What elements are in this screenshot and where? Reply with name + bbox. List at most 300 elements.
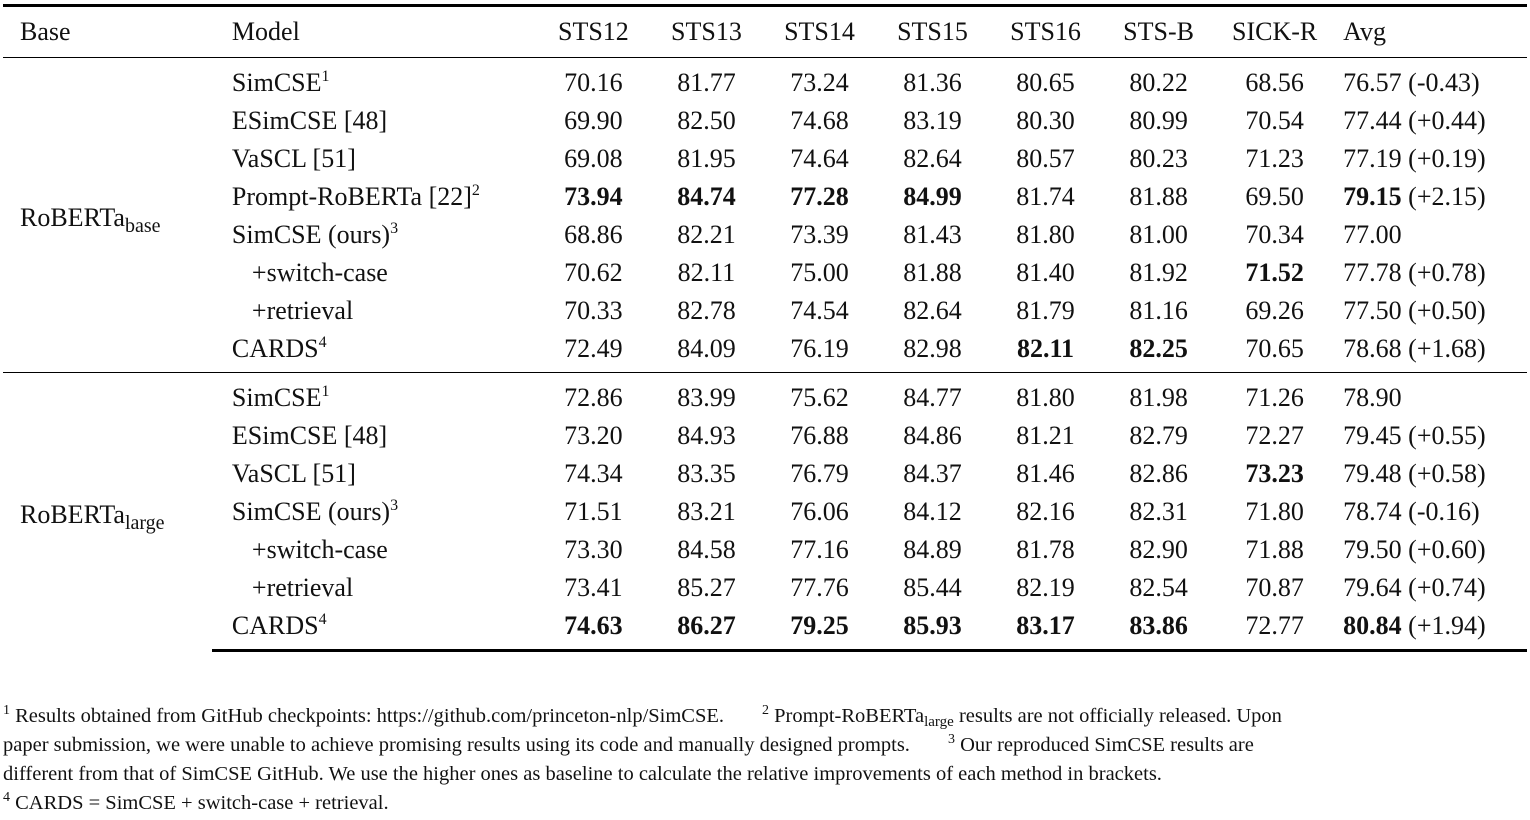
score-sts-b	[1102, 373, 1215, 418]
score-sts14	[763, 373, 876, 418]
score-sts13	[650, 455, 763, 493]
score-sick-r	[1215, 102, 1334, 140]
base-model-size: base	[124, 215, 161, 237]
score-value: 80.22	[1129, 68, 1188, 97]
model-name-cell	[212, 140, 537, 178]
model-name-cell	[212, 254, 537, 292]
avg-value: 78.74	[1343, 497, 1402, 526]
score-sts13	[650, 58, 763, 103]
score-sts12	[537, 292, 650, 330]
score-value: 85.44	[903, 573, 962, 602]
score-avg	[1334, 493, 1527, 531]
score-sts15	[876, 417, 989, 455]
avg-value: 79.64	[1343, 573, 1402, 602]
footnote-4-text: CARDS = SimCSE + switch-case + retrieval.	[10, 792, 389, 814]
score-sts12	[537, 531, 650, 569]
score-sts-b	[1102, 455, 1215, 493]
score-sts13	[650, 292, 763, 330]
header-base: Base	[20, 17, 71, 46]
score-value: 71.26	[1245, 383, 1304, 412]
score-sts-b	[1102, 216, 1215, 254]
score-value: 82.11	[1016, 334, 1075, 363]
avg-delta: (-0.43)	[1401, 68, 1480, 97]
footnote-ref: 3	[390, 497, 399, 514]
score-value: 73.39	[790, 220, 849, 249]
score-value: 82.54	[1129, 573, 1188, 602]
score-value: 76.06	[790, 497, 849, 526]
header-sts15: STS15	[897, 17, 968, 46]
score-sts14	[763, 140, 876, 178]
score-value: 75.62	[790, 383, 849, 412]
score-sts13	[650, 330, 763, 373]
score-avg	[1334, 531, 1527, 569]
avg-delta: (+0.44)	[1401, 106, 1486, 135]
header-model: Model	[231, 17, 300, 46]
score-value: 71.23	[1245, 144, 1304, 173]
score-value: 82.11	[677, 258, 736, 287]
score-value: 72.86	[564, 383, 623, 412]
score-value: 84.09	[677, 334, 736, 363]
score-sts14	[763, 531, 876, 569]
score-value: 81.98	[1129, 383, 1188, 412]
score-value: 82.19	[1016, 573, 1075, 602]
avg-delta: (+0.50)	[1401, 296, 1486, 325]
score-sick-r	[1215, 216, 1334, 254]
score-sts-b	[1102, 292, 1215, 330]
score-value: 68.86	[564, 220, 623, 249]
score-sts14	[763, 58, 876, 103]
footnote-ref: 1	[321, 383, 330, 400]
score-sts16	[989, 330, 1102, 373]
score-value: 73.24	[790, 68, 849, 97]
score-sts15	[876, 373, 989, 418]
score-value: 82.86	[1129, 459, 1188, 488]
footnote-2-subscript: large	[924, 714, 954, 730]
score-value: 83.99	[677, 383, 736, 412]
score-value: 82.25	[1129, 334, 1188, 363]
footnote-ref: 2	[471, 182, 480, 199]
score-value: 81.88	[1129, 182, 1188, 211]
score-sick-r	[1215, 531, 1334, 569]
footnote-1-text: Results obtained from GitHub checkpoints: https://github.com/princeton-nlp/SimCSE.	[10, 705, 725, 727]
score-value: 81.36	[903, 68, 962, 97]
header-sts16: STS16	[1010, 17, 1081, 46]
score-sts14	[763, 455, 876, 493]
score-value: 75.00	[790, 258, 849, 287]
score-value: 81.43	[903, 220, 962, 249]
avg-value: 77.50	[1343, 296, 1402, 325]
score-sts14	[763, 178, 876, 216]
score-avg	[1334, 254, 1527, 292]
score-sts-b	[1102, 178, 1215, 216]
score-value: 84.86	[903, 421, 962, 450]
header-sick-r: SICK-R	[1232, 17, 1318, 46]
model-name-cell	[212, 569, 537, 607]
score-value: 82.79	[1129, 421, 1188, 450]
score-value: 81.88	[903, 258, 962, 287]
score-sts14	[763, 254, 876, 292]
model-name-cell	[212, 373, 537, 418]
model-name: SimCSE	[231, 383, 322, 412]
score-value: 84.89	[903, 535, 962, 564]
score-avg	[1334, 140, 1527, 178]
score-sts-b	[1102, 607, 1215, 651]
score-value: 79.25	[790, 611, 849, 640]
score-value: 84.93	[677, 421, 736, 450]
score-value: 71.80	[1245, 497, 1304, 526]
score-value: 69.50	[1245, 182, 1304, 211]
avg-value: 77.19	[1343, 144, 1402, 173]
avg-delta: (+1.68)	[1401, 334, 1486, 363]
footnote-mark-3: 3	[947, 732, 955, 747]
model-name: CARDS	[231, 334, 319, 363]
score-value: 76.19	[790, 334, 849, 363]
model-name-cell	[212, 292, 537, 330]
score-sick-r	[1215, 254, 1334, 292]
score-sick-r	[1215, 569, 1334, 607]
score-sts13	[650, 417, 763, 455]
score-value: 68.56	[1245, 68, 1304, 97]
score-value: 81.16	[1129, 296, 1188, 325]
score-sts16	[989, 373, 1102, 418]
avg-value: 77.44	[1343, 106, 1402, 135]
header-sts-b: STS-B	[1123, 17, 1194, 46]
model-name: +retrieval	[251, 573, 354, 602]
score-sts16	[989, 531, 1102, 569]
score-sts13	[650, 569, 763, 607]
group-large	[3, 373, 1527, 651]
avg-delta: (+0.74)	[1401, 573, 1486, 602]
score-sick-r	[1215, 330, 1334, 373]
score-value: 74.68	[790, 106, 849, 135]
score-sts15	[876, 58, 989, 103]
score-value: 69.08	[564, 144, 623, 173]
score-value: 82.78	[677, 296, 736, 325]
table-row	[3, 102, 1527, 140]
score-sts15	[876, 254, 989, 292]
score-sts12	[537, 373, 650, 418]
score-sts-b	[1102, 140, 1215, 178]
score-value: 81.40	[1016, 258, 1075, 287]
score-sts13	[650, 531, 763, 569]
avg-delta: (+0.19)	[1401, 144, 1486, 173]
score-value: 70.62	[564, 258, 623, 287]
score-value: 81.92	[1129, 258, 1188, 287]
model-name: SimCSE (ours)	[231, 220, 391, 249]
score-sick-r	[1215, 455, 1334, 493]
table-row	[3, 373, 1527, 418]
score-sick-r	[1215, 292, 1334, 330]
score-sts-b	[1102, 569, 1215, 607]
score-sick-r	[1215, 140, 1334, 178]
score-value: 84.99	[903, 182, 962, 211]
avg-delta: (+0.60)	[1401, 535, 1486, 564]
score-value: 80.23	[1129, 144, 1188, 173]
score-avg	[1334, 373, 1527, 418]
table-row	[3, 216, 1527, 254]
score-value: 86.27	[677, 611, 736, 640]
footnote-3-text: Our reproduced SimCSE results are	[954, 734, 1254, 756]
table-row	[3, 292, 1527, 330]
score-avg	[1334, 607, 1527, 651]
score-value: 83.86	[1129, 611, 1188, 640]
avg-delta: (+2.15)	[1401, 182, 1486, 211]
table-row	[3, 254, 1527, 292]
score-value: 72.27	[1245, 421, 1304, 450]
score-sts16	[989, 178, 1102, 216]
table-row	[3, 607, 1527, 651]
score-value: 82.64	[903, 144, 962, 173]
avg-value: 79.15	[1343, 182, 1402, 211]
score-sts16	[989, 254, 1102, 292]
table-row	[3, 140, 1527, 178]
model-name-cell	[212, 330, 537, 373]
footnote-ref: 3	[390, 220, 399, 237]
score-value: 71.52	[1245, 258, 1304, 287]
header-sts12: STS12	[558, 17, 629, 46]
model-name: +retrieval	[251, 296, 354, 325]
table-row	[3, 417, 1527, 455]
score-sts16	[989, 292, 1102, 330]
score-sts15	[876, 178, 989, 216]
base-model-cell	[3, 373, 212, 651]
table-row	[3, 531, 1527, 569]
score-sts16	[989, 58, 1102, 103]
footnote-3-continuation: different from that of SimCSE GitHub. We use the higher ones as baseline to calculate the relative improvements of each method in brackets.	[3, 763, 1162, 785]
model-name: VaSCL [51]	[231, 459, 356, 488]
score-sick-r	[1215, 373, 1334, 418]
score-value: 73.94	[564, 182, 623, 211]
score-value: 80.65	[1016, 68, 1075, 97]
score-value: 74.34	[564, 459, 623, 488]
score-value: 70.33	[564, 296, 623, 325]
score-sick-r	[1215, 607, 1334, 651]
table-row	[3, 178, 1527, 216]
score-sts-b	[1102, 254, 1215, 292]
score-value: 73.20	[564, 421, 623, 450]
score-value: 81.00	[1129, 220, 1188, 249]
score-sts15	[876, 140, 989, 178]
score-avg	[1334, 330, 1527, 373]
table-row	[3, 58, 1527, 103]
score-sts15	[876, 455, 989, 493]
avg-value: 78.68	[1343, 334, 1402, 363]
score-sts12	[537, 417, 650, 455]
score-value: 74.54	[790, 296, 849, 325]
avg-value: 77.78	[1343, 258, 1402, 287]
model-name-cell	[212, 417, 537, 455]
score-value: 72.77	[1245, 611, 1304, 640]
score-value: 73.30	[564, 535, 623, 564]
score-value: 81.80	[1016, 383, 1075, 412]
model-name: +switch-case	[251, 258, 388, 287]
score-sts12	[537, 569, 650, 607]
footnote-mark-2: 2	[762, 703, 770, 718]
score-sts14	[763, 569, 876, 607]
score-value: 81.80	[1016, 220, 1075, 249]
score-sts14	[763, 102, 876, 140]
score-value: 84.58	[677, 535, 736, 564]
score-sts16	[989, 417, 1102, 455]
footnote-line-2	[3, 731, 1527, 760]
score-sts-b	[1102, 58, 1215, 103]
footnote-line-3	[3, 760, 1527, 789]
score-value: 81.79	[1016, 296, 1075, 325]
avg-value: 79.48	[1343, 459, 1402, 488]
model-name-cell	[212, 455, 537, 493]
score-sts-b	[1102, 330, 1215, 373]
avg-value: 79.45	[1343, 421, 1402, 450]
model-name: ESimCSE [48]	[231, 106, 388, 135]
footnote-ref: 4	[318, 611, 327, 628]
score-value: 74.64	[790, 144, 849, 173]
model-name-cell	[212, 178, 537, 216]
score-avg	[1334, 417, 1527, 455]
score-sts15	[876, 330, 989, 373]
table-row	[3, 493, 1527, 531]
base-model-cell	[3, 58, 212, 373]
score-value: 71.88	[1245, 535, 1304, 564]
score-value: 81.95	[677, 144, 736, 173]
score-avg	[1334, 102, 1527, 140]
score-value: 81.74	[1016, 182, 1075, 211]
score-value: 83.19	[903, 106, 962, 135]
score-avg	[1334, 216, 1527, 254]
score-sts13	[650, 493, 763, 531]
score-sts13	[650, 216, 763, 254]
score-sts13	[650, 607, 763, 651]
model-name-cell	[212, 493, 537, 531]
score-sts13	[650, 140, 763, 178]
score-value: 76.88	[790, 421, 849, 450]
score-sts12	[537, 330, 650, 373]
model-name-cell	[212, 216, 537, 254]
score-value: 70.16	[564, 68, 623, 97]
score-sts12	[537, 493, 650, 531]
avg-delta: (+0.55)	[1401, 421, 1486, 450]
header-sts13: STS13	[671, 17, 742, 46]
model-name: +switch-case	[251, 535, 388, 564]
score-avg	[1334, 292, 1527, 330]
base-model-name: RoBERTa	[20, 203, 125, 232]
base-model-name: RoBERTa	[20, 499, 125, 529]
score-value: 80.30	[1016, 106, 1075, 135]
score-value: 70.87	[1245, 573, 1304, 602]
score-value: 84.37	[903, 459, 962, 488]
score-sts15	[876, 102, 989, 140]
score-value: 84.74	[677, 182, 736, 211]
header-avg: Avg	[1343, 17, 1387, 46]
score-value: 81.77	[677, 68, 736, 97]
model-name: CARDS	[231, 611, 319, 640]
avg-delta: (+0.78)	[1401, 258, 1486, 287]
score-sts13	[650, 373, 763, 418]
results-table-container	[3, 4, 1527, 652]
avg-value: 78.90	[1343, 383, 1402, 412]
score-sts-b	[1102, 531, 1215, 569]
score-value: 74.63	[564, 611, 623, 640]
score-avg	[1334, 569, 1527, 607]
score-value: 69.26	[1245, 296, 1304, 325]
avg-value: 80.84	[1343, 611, 1402, 640]
table-row	[3, 330, 1527, 373]
score-value: 81.21	[1016, 421, 1075, 450]
score-sts15	[876, 531, 989, 569]
score-value: 82.98	[903, 334, 962, 363]
score-value: 81.78	[1016, 535, 1075, 564]
model-name-cell	[212, 58, 537, 103]
score-value: 82.64	[903, 296, 962, 325]
score-avg	[1334, 58, 1527, 103]
score-value: 77.76	[790, 573, 849, 602]
score-value: 83.21	[677, 497, 736, 526]
footnote-mark-4: 4	[3, 790, 10, 805]
table-row	[3, 455, 1527, 493]
score-value: 69.90	[564, 106, 623, 135]
avg-delta: (-0.16)	[1401, 497, 1480, 526]
score-sts14	[763, 292, 876, 330]
score-value: 71.51	[564, 497, 623, 526]
score-sts13	[650, 254, 763, 292]
score-value: 73.23	[1245, 459, 1304, 488]
score-sts14	[763, 417, 876, 455]
score-sts16	[989, 569, 1102, 607]
group-base	[3, 58, 1527, 373]
score-value: 80.99	[1129, 106, 1188, 135]
score-sts15	[876, 292, 989, 330]
footnote-2-text-a: Prompt-RoBERTa	[769, 705, 925, 727]
footnote-2-continuation: paper submission, we were unable to achieve promising results using its code and manually designed prompts.	[3, 734, 910, 756]
score-sts14	[763, 330, 876, 373]
model-name: Prompt-RoBERTa [22]	[231, 182, 472, 211]
model-name: VaSCL [51]	[231, 144, 356, 173]
score-value: 84.77	[903, 383, 962, 412]
score-sts14	[763, 216, 876, 254]
score-avg	[1334, 455, 1527, 493]
footnote-mark-1: 1	[3, 703, 10, 718]
score-value: 84.12	[903, 497, 962, 526]
score-value: 77.28	[790, 182, 849, 211]
score-sts16	[989, 455, 1102, 493]
score-value: 83.17	[1016, 611, 1075, 640]
score-value: 70.34	[1245, 220, 1304, 249]
score-value: 77.16	[790, 535, 849, 564]
score-value: 85.93	[903, 611, 962, 640]
score-sts-b	[1102, 417, 1215, 455]
score-sts16	[989, 140, 1102, 178]
footnote-ref: 1	[321, 68, 330, 85]
score-value: 85.27	[677, 573, 736, 602]
score-sts12	[537, 102, 650, 140]
score-value: 70.65	[1245, 334, 1304, 363]
avg-value: 77.00	[1343, 220, 1402, 249]
score-value: 76.79	[790, 459, 849, 488]
avg-value: 79.50	[1343, 535, 1402, 564]
model-name: SimCSE	[231, 68, 322, 97]
score-value: 81.46	[1016, 459, 1075, 488]
footnote-line-1	[3, 702, 1527, 731]
score-sts12	[537, 178, 650, 216]
score-sts12	[537, 455, 650, 493]
score-sts15	[876, 493, 989, 531]
footnote-ref: 4	[318, 334, 327, 351]
score-avg	[1334, 178, 1527, 216]
model-name-cell	[212, 531, 537, 569]
score-sick-r	[1215, 178, 1334, 216]
score-value: 82.31	[1129, 497, 1188, 526]
score-sts16	[989, 216, 1102, 254]
results-table	[3, 4, 1527, 652]
